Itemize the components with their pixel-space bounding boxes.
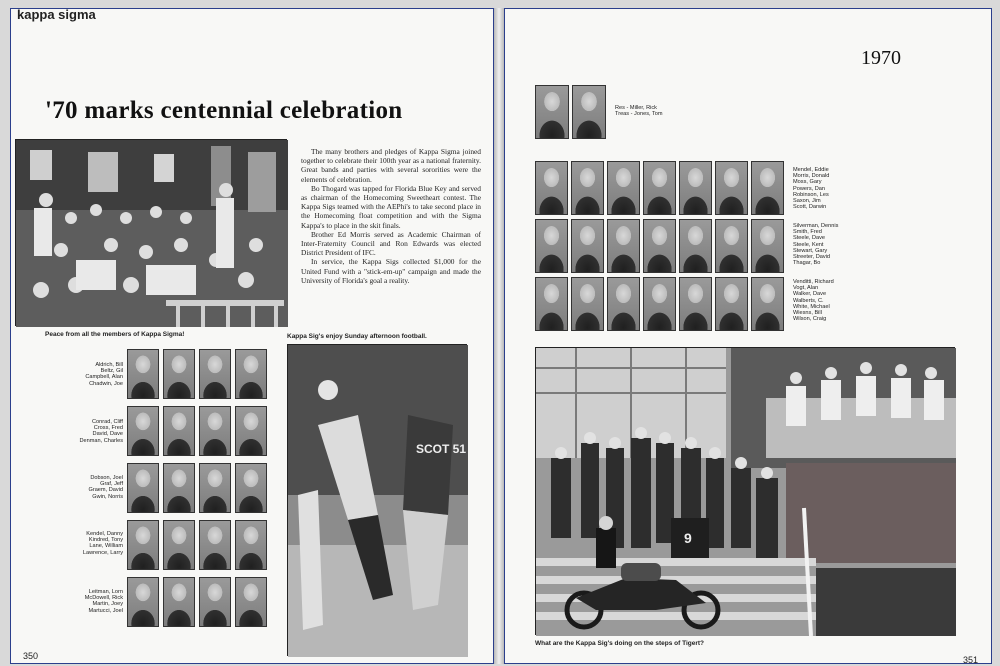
member-name: Lawrence, Larry — [82, 549, 123, 556]
member-name: Campbell, Alan — [85, 374, 123, 381]
page-number-left: 350 — [23, 651, 39, 661]
officer-portraits — [535, 85, 606, 139]
group-photo-scene — [16, 140, 288, 327]
member-name: Martin, Joey — [92, 601, 123, 608]
member-portrait — [127, 349, 159, 399]
member-portrait — [199, 577, 231, 627]
portrait-names-row-4 — [63, 531, 123, 556]
member-name: Saxon, Jim — [793, 198, 821, 205]
member-portrait — [163, 463, 195, 513]
member-portrait — [535, 219, 568, 273]
portrait-names-row-5 — [63, 589, 123, 614]
shirt-number: 9 — [684, 530, 692, 546]
member-name: David, Dave — [92, 431, 123, 438]
member-name: Walberts, C. — [793, 297, 824, 304]
right-names-row-2 — [793, 223, 873, 266]
member-portrait — [607, 277, 640, 331]
member-name: Beltz, Gil — [100, 368, 123, 375]
member-name: Kendel, Danny — [86, 531, 123, 537]
group-photo-peace — [15, 139, 287, 326]
portrait-names-row-3 — [63, 475, 123, 500]
football-ball-icon — [318, 380, 338, 400]
member-name: Graem, David — [88, 487, 123, 494]
member-portrait — [235, 406, 267, 456]
member-name: Leitman, Lorn — [88, 589, 123, 595]
member-portrait — [571, 277, 604, 331]
left-yearbook-page — [10, 8, 494, 664]
football-scene — [288, 345, 468, 657]
member-portrait — [571, 161, 604, 215]
member-name: Moss, Gary — [793, 179, 822, 186]
member-portrait — [715, 277, 748, 331]
member-portrait — [643, 219, 676, 273]
member-portrait — [235, 577, 267, 627]
member-name: Denman, Charles — [79, 437, 123, 444]
article-paragraph: In service, the Kappa Sigs collected $1,000 for the United Fund with a "stick-em-up" campaign and made the University of Florida's goal a reality. — [301, 257, 481, 285]
member-portrait — [751, 277, 784, 331]
steps-scene — [536, 348, 956, 636]
football-photo-caption: Kappa Sig's enjoy Sunday afternoon football. — [287, 333, 427, 340]
member-portrait — [571, 219, 604, 273]
member-name: Morris, Donald — [793, 173, 830, 180]
section-title: kappa sigma — [17, 8, 96, 22]
article-body — [301, 147, 481, 285]
steps-photo-caption: What are the Kappa Sig's doing on the steps of Tigert? — [535, 640, 704, 647]
article-paragraph: Bo Thogard was tapped for Florida Blue Key and served as chairman of the Homecoming Sweetheart contest. The Kappa Sigs teamed with the AEPhi's to take second place in the Homecoming float competition and with the Sigma Kappa's to place in the skit finals. — [301, 183, 481, 230]
member-name: Robinson, Les — [793, 191, 829, 198]
member-portrait — [163, 577, 195, 627]
member-name: Gwin, Norris — [92, 493, 123, 500]
jersey-number: SCOT 51 — [416, 442, 467, 456]
member-portrait — [679, 219, 712, 273]
member-name: Mendel, Eddie — [793, 167, 829, 173]
member-name: Venditti, Richard — [793, 279, 834, 285]
member-portrait — [127, 406, 159, 456]
member-name: Vogt, Alan — [793, 285, 819, 292]
right-yearbook-page — [504, 8, 992, 664]
left-portrait-grid — [127, 349, 267, 630]
officer-name: Treas - Jones, Tom — [615, 111, 663, 118]
member-portrait — [607, 161, 640, 215]
portrait-names-row-1 — [63, 362, 123, 387]
member-portrait — [751, 219, 784, 273]
member-portrait — [235, 520, 267, 570]
member-portrait — [163, 406, 195, 456]
member-name: Chadwin, Joe — [89, 380, 123, 387]
member-name: Silverman, Dennis — [793, 223, 839, 229]
member-portrait — [127, 463, 159, 513]
member-name: Steele, Kent — [793, 241, 824, 248]
member-portrait — [715, 161, 748, 215]
member-portrait — [199, 520, 231, 570]
member-portrait — [163, 349, 195, 399]
member-portrait — [199, 349, 231, 399]
member-name: Dobson, Joel — [90, 475, 123, 481]
member-portrait — [235, 349, 267, 399]
member-portrait — [679, 277, 712, 331]
member-portrait — [127, 520, 159, 570]
member-name: Martucci, Joel — [88, 607, 123, 614]
member-name: Stewart, Gary — [793, 247, 828, 254]
book-gutter — [494, 8, 504, 664]
officer-portrait — [535, 85, 569, 139]
member-name: Smith, Fred — [793, 229, 822, 236]
article-paragraph: The many brothers and pledges of Kappa Sigma joined together to celebrate their 100th year as a national fraternity. Great bands and parties with several sororities were the elements of celebration. — [301, 147, 481, 184]
member-name: McDowell, Rick — [84, 595, 123, 602]
member-name: Thagar, Bo — [793, 260, 821, 267]
right-portrait-grid — [535, 161, 784, 332]
football-photo — [287, 344, 467, 656]
member-name: Walker, Dave — [793, 291, 827, 298]
article-paragraph: Brother Ed Morris served as Academic Chairman of Inter-Fraternity Council and Ron Edwards was elected District President of IFC. — [301, 229, 481, 258]
officer-names — [615, 105, 695, 117]
member-portrait — [715, 219, 748, 273]
member-name: Steele, Dave — [793, 235, 826, 242]
officer-portrait — [572, 85, 606, 139]
member-name: Scott, Darwin — [793, 204, 827, 211]
member-portrait — [535, 161, 568, 215]
member-portrait — [607, 219, 640, 273]
member-name: Wilson, Craig — [793, 316, 827, 323]
member-name: Powers, Dan — [793, 185, 826, 192]
member-portrait — [643, 277, 676, 331]
year-label: 1970 — [861, 47, 901, 69]
member-name: Wiesns, Bill — [793, 310, 822, 317]
member-name: White, Michael — [793, 303, 830, 310]
officer-name: Res - Miller, Rick — [615, 105, 657, 111]
page-number-right: 351 — [963, 655, 979, 664]
member-name: Aldrich, Bill — [95, 362, 123, 368]
right-names-row-3 — [793, 279, 873, 322]
member-name: Streeter, David — [793, 254, 830, 261]
member-portrait — [679, 161, 712, 215]
member-portrait — [199, 463, 231, 513]
right-names-row-1 — [793, 167, 873, 210]
member-name: Graf, Jeff — [100, 481, 123, 488]
steps-group-photo — [535, 347, 955, 635]
member-portrait — [235, 463, 267, 513]
peace-photo-caption: Peace from all the members of Kappa Sigma! — [45, 331, 185, 338]
member-name: Conrad, Cliff — [92, 419, 123, 425]
member-portrait — [535, 277, 568, 331]
page-headline: '70 marks centennial celebration — [45, 97, 403, 124]
member-name: Lane, William — [89, 543, 123, 550]
member-portrait — [163, 520, 195, 570]
member-portrait — [643, 161, 676, 215]
portrait-names-row-2 — [63, 419, 123, 444]
member-name: Cross, Fred — [93, 425, 123, 432]
member-portrait — [127, 577, 159, 627]
member-portrait — [751, 161, 784, 215]
member-portrait — [199, 406, 231, 456]
member-name: Kindred, Tony — [88, 537, 123, 544]
